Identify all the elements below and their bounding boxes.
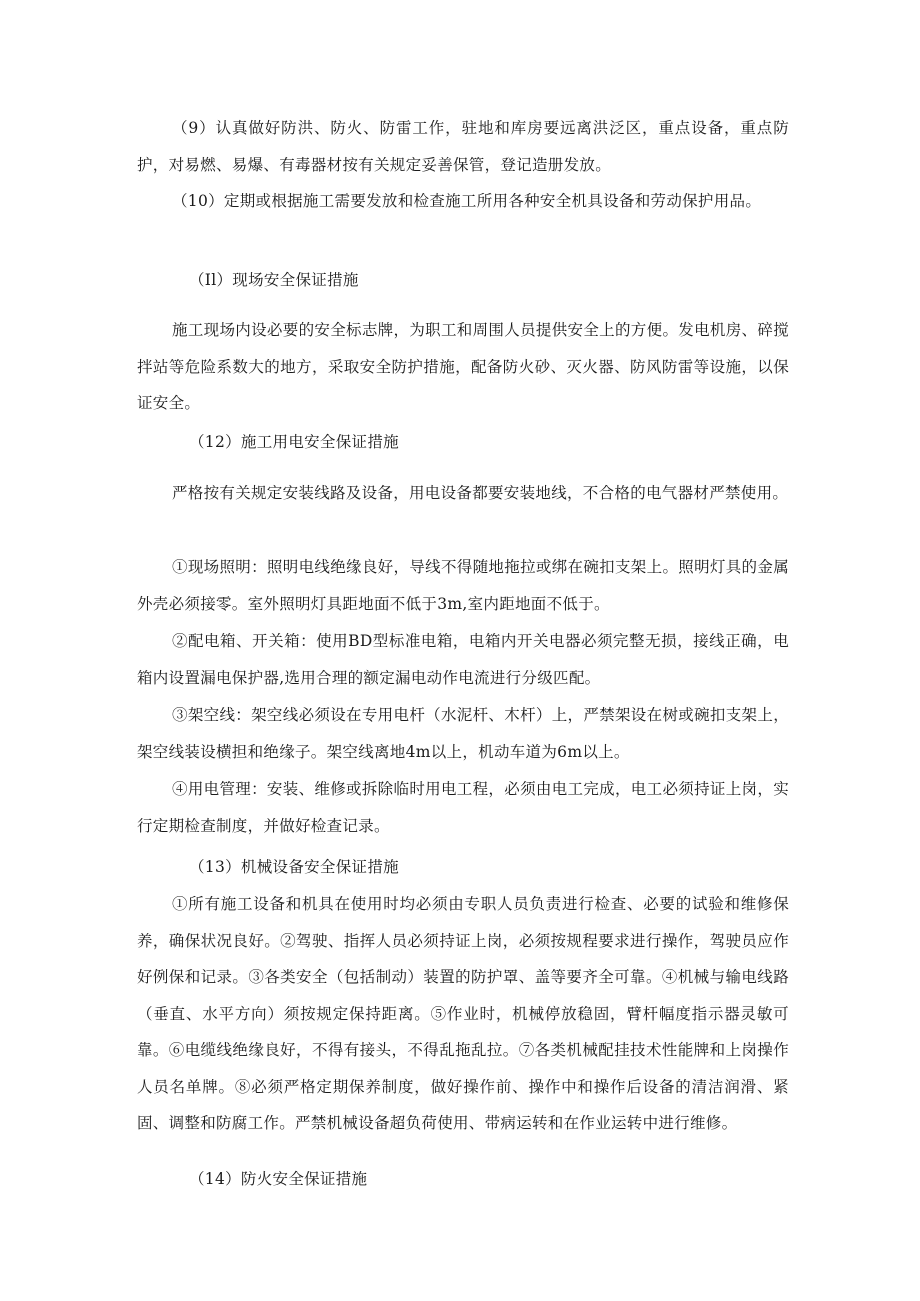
paragraph-power-management: ④用电管理：安装、维修或拆除临时用电工程，必须由电工完成，电工必须持证上岗，实行定期检查制度，并做好检查记录。 [137, 780, 789, 835]
heading-fire-safety: （14）防火安全保证措施 [189, 1170, 368, 1188]
paragraph-overhead-line: ③架空线：架空线必须设在专用电杆（水泥杆、木杆）上，严禁架设在树或碗扣支架上，架空线装设横担和绝缘子。架空线离地4m以上，机动车道为6m以上。 [137, 706, 789, 761]
paragraph-distribution-box: ②配电箱、开关箱：使用BD型标准电箱，电箱内开关电器必须完整无损，接线正确，电箱内设置漏电保护器,选用合理的额定漏电动作电流进行分级匹配。 [137, 632, 789, 687]
heading-electrical-safety: （12）施工用电安全保证措施 [189, 433, 399, 451]
paragraph-site-lighting: ①现场照明：照明电线绝缘良好，导线不得随地拖拉或绑在碗扣支架上。照明灯具的金属外壳必须接零。室外照明灯具距地面不低于3m,室内距地面不低于。 [137, 558, 789, 613]
paragraph-electrical-general: 严格按有关规定安装线路及设备，用电设备都要安装地线，不合格的电气器材严禁使用。 [172, 484, 789, 502]
heading-machinery-safety: （13）机械设备安全保证措施 [189, 858, 399, 876]
paragraph-machinery-safety: ①所有施工设备和机具在使用时均必须由专职人员负责进行检查、必要的试验和维修保养，确保状况良好。②驾驶、指挥人员必须持证上岗，必须按规程要求进行操作，驾驶员应作好例保和记录。③各类安全（包括制动）装置的防护罩、盖等要齐全可靠。④机械与输电线路（垂直、水平方向）须按规定保持距离。⑤作业时，机械停放稳固，臂杆幅度指示器灵敏可靠。⑥电缆线绝缘良好，不得有接头，不得乱拖乱拉。⑦各类机械配挂技术性能牌和上岗操作人员名单牌。⑧必须严格定期保养制度，做好操作前、操作中和操作后设备的清洁润滑、紧固、调整和防腐工作。严禁机械设备超负荷使用、带病运转和在作业运转中进行维修。 [137, 895, 789, 1132]
paragraph-safety-equipment: （10）定期或根据施工需要发放和检查施工所用各种安全机具设备和劳动保护用品。 [172, 192, 762, 210]
paragraph-site-safety: 施工现场内设必要的安全标志牌，为职工和周围人员提供安全上的方便。发电机房、碎搅拌站等危险系数大的地方，采取安全防护措施，配备防火砂、灭火器、防风防雷等设施，以保证安全。 [137, 321, 789, 412]
heading-site-safety: （Il）现场安全保证措施 [189, 271, 359, 289]
paragraph-flood-fire-lightning: （9）认真做好防洪、防火、防雷工作，驻地和库房要远离洪泛区，重点设备，重点防护，对易燃、易爆、有毒器材按有关规定妥善保管，登记造册发放。 [137, 119, 789, 174]
